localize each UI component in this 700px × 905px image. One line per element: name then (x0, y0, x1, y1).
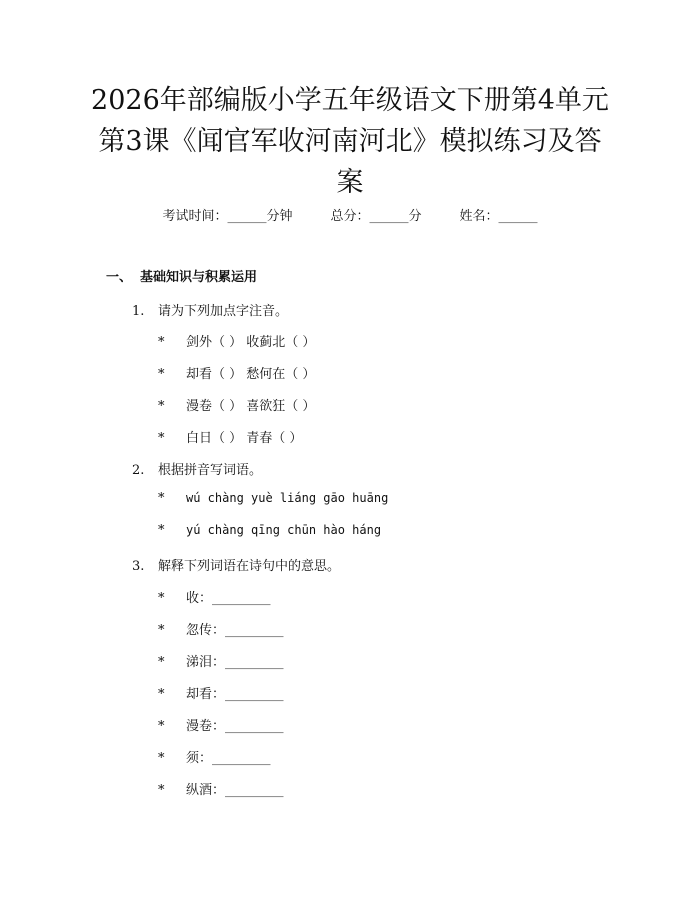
bullet-icon: * (158, 687, 165, 702)
list-item (158, 331, 315, 350)
exam-name: 姓名：______ (459, 209, 538, 224)
title-line: 案 (336, 167, 364, 198)
exam-info (80, 208, 620, 226)
item-text: 却看（ ） 愁何在（ ） (186, 367, 316, 382)
item-text: 涕泪：_________ (186, 655, 284, 670)
question-text: 解释下列词语在诗句中的意思。 (158, 559, 341, 574)
title-line: 2026年部编版小学五年级语文下册第4单元 (91, 85, 609, 116)
list-item (158, 619, 284, 638)
list-item (158, 491, 388, 506)
bullet-icon: * (158, 655, 165, 670)
exam-score: 总分：______分 (330, 209, 422, 224)
item-text: 却看：_________ (186, 687, 284, 702)
section-title: 基础知识与积累运用 (140, 270, 258, 285)
question-number: 2. (132, 463, 145, 478)
section-number: 一、 (106, 270, 133, 285)
question-2 (132, 459, 262, 478)
item-text: wú chàng yuè liáng gāo huāng (186, 491, 389, 505)
bullet-icon: * (158, 719, 165, 734)
item-text: 漫卷（ ） 喜欲狂（ ） (186, 399, 316, 414)
item-text: 剑外（ ） 收蓟北（ ） (186, 335, 316, 350)
item-text: yú chàng qīng chūn hào háng (186, 523, 382, 537)
item-text: 忽传：_________ (186, 623, 284, 638)
bullet-icon: * (158, 335, 165, 350)
item-text: 漫卷：_________ (186, 719, 284, 734)
item-text: 须：_________ (186, 751, 271, 766)
page-title (60, 80, 640, 203)
bullet-icon: * (158, 623, 165, 638)
bullet-icon: * (158, 751, 165, 766)
list-item (158, 587, 271, 606)
bullet-icon: * (158, 523, 165, 538)
list-item (158, 651, 284, 670)
list-item (158, 395, 315, 414)
bullet-icon: * (158, 591, 165, 606)
question-text: 请为下列加点字注音。 (158, 304, 289, 319)
question-number: 3. (132, 559, 145, 574)
item-text: 白日（ ） 青春（ ） (186, 431, 303, 446)
question-3 (132, 555, 340, 574)
item-text: 收：_________ (186, 591, 271, 606)
bullet-icon: * (158, 367, 165, 382)
list-item (158, 779, 284, 798)
question-number: 1. (132, 304, 145, 319)
title-line: 第3课《闻官军收河南河北》模拟练习及答 (98, 126, 602, 157)
list-item (158, 747, 271, 766)
bullet-icon: * (158, 399, 165, 414)
question-1 (132, 300, 288, 319)
item-text: 纵酒：_________ (186, 783, 284, 798)
list-item (158, 427, 302, 446)
section-heading (106, 266, 257, 285)
list-item (158, 715, 284, 734)
bullet-icon: * (158, 783, 165, 798)
list-item (158, 683, 284, 702)
bullet-icon: * (158, 431, 165, 446)
list-item (158, 363, 315, 382)
bullet-icon: * (158, 491, 165, 506)
exam-time: 考试时间：______分钟 (162, 209, 293, 224)
list-item (158, 523, 381, 538)
question-text: 根据拼音写词语。 (158, 463, 263, 478)
